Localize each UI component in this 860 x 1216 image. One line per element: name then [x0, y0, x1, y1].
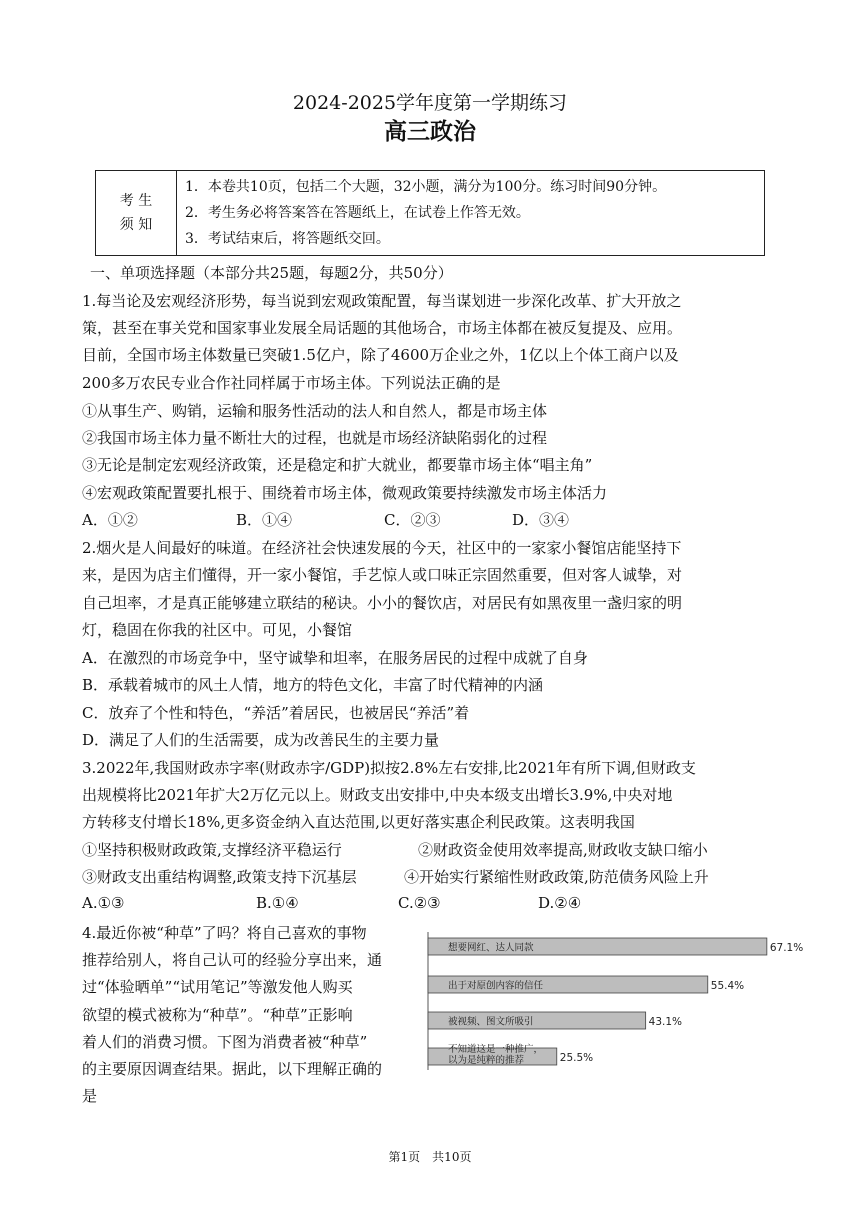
notice-label-line1: 考 生: [119, 193, 153, 209]
q3-option-a: A.①③: [82, 894, 125, 912]
q1-statement: ③无论是制定宏观经济政策，还是稳定和扩大就业，都要靠市场主体“唱主角”: [82, 456, 593, 474]
q1-statement: ②我国市场主体力量不断壮大的过程，也就是市场经济缺陷弱化的过程: [82, 429, 548, 447]
q1-stem-line: 1.每当论及宏观经济形势，每当说到宏观政策配置，每当谋划进一步深化改革、扩大开放之: [82, 292, 682, 310]
q3-stem-line: 3.2022年,我国财政赤字率(财政赤字/GDP)拟按2.8%左右安排,比2021年有所下调,但财政支: [82, 759, 696, 777]
notice-item: 3．考试结束后，将答题纸交回。: [185, 231, 390, 247]
chart-value-label: 43.1%: [648, 1016, 683, 1028]
q2-stem-line: 灯，稳固在你我的社区中。可见，小餐馆: [82, 621, 353, 639]
q1-statement: ①从事生产、购销，运输和服务性活动的法人和自然人，都是市场主体: [82, 402, 548, 420]
notice-items: [177, 171, 765, 256]
q2-option-c: C．放弃了个性和特色，“养活”着居民，也被居民“养活”着: [82, 704, 470, 722]
q2-option-d: D．满足了人们的生活需要，成为改善民生的主要力量: [82, 731, 440, 749]
q1-stem-line: 200多万农民专业合作社同样属于市场主体。下列说法正确的是: [82, 374, 501, 392]
q4-stem-line: 4.最近你被“种草”了吗？将自己喜欢的事物: [82, 924, 367, 942]
q3-option-d: D.②④: [538, 894, 582, 912]
q3-statement: ②财政资金使用效率提高,财政收支缺口缩小: [418, 841, 708, 859]
chart-value-label: 55.4%: [710, 980, 745, 992]
page-footer: 第1页 共10页: [388, 1150, 472, 1164]
exam-year-title: 2024-2025学年度第一学期练习: [292, 92, 568, 114]
q3-statement: ①坚持积极财政政策,支撑经济平稳运行: [82, 841, 342, 859]
chart-category-label: [448, 1016, 534, 1028]
candidate-notice-box: [95, 170, 765, 256]
notice-label-line2: 须 知: [119, 217, 153, 233]
chart-category-label-line: 想要网红、达人同款: [448, 942, 534, 954]
chart-category-label-line: 不知道这是一种推广，: [448, 1044, 544, 1055]
q2-stem-line: 2.烟火是人间最好的味道。在经济社会快速发展的今天，社区中的一家家小餐馆店能坚持下: [82, 539, 682, 557]
q4-stem-line: 推荐给别人，将自己认可的经验分享出来，通: [82, 951, 383, 969]
seeding-reason-bar-chart: [426, 928, 816, 1088]
q2-option-a: A．在激烈的市场竞争中，坚守诚挚和坦率，在服务居民的过程中成就了自身: [82, 649, 588, 667]
chart-category-label: [448, 942, 534, 954]
q4-stem-line: 着人们的消费习惯。下图为消费者被“种草”: [82, 1033, 368, 1051]
q2-option-b: B．承载着城市的风土人情，地方的特色文化，丰富了时代精神的内涵: [82, 676, 544, 694]
notice-item: 1．本卷共10页，包括二个大题，32小题，满分为100分。练习时间90分钟。: [185, 179, 667, 195]
q3-option-c: C.②③: [398, 894, 441, 912]
q3-option-b: B.①④: [256, 894, 299, 912]
q1-option-a: A．①②: [82, 511, 138, 529]
exam-subject-title: 高三政治: [384, 119, 476, 145]
q1-statement: ④宏观政策配置要扎根于、围绕着市场主体，微观政策要持续激发市场主体活力: [82, 484, 608, 502]
notice-label: [96, 171, 177, 256]
q4-stem-line: 是: [82, 1087, 98, 1105]
notice-item: 2．考生务必将答案答在答题纸上，在试卷上作答无效。: [185, 205, 530, 221]
q4-stem-line: 过“体验晒单”“试用笔记”等激发他人购买: [82, 978, 353, 996]
q3-statement: ③财政支出重结构调整,政策支持下沉基层: [82, 868, 357, 886]
q1-option-d: D．③④: [512, 511, 570, 529]
q4-stem-line: 欲望的模式被称为“种草”。“种草”正影响: [82, 1006, 353, 1024]
chart-category-label-line: 以为是纯粹的推荐: [448, 1055, 525, 1066]
q2-stem-line: 来，是因为店主们懂得，开一家小餐馆，手艺惊人或口味正宗固然重要，但对客人诚挚，对: [82, 566, 683, 584]
q1-stem-line: 策，甚至在事关党和国家事业发展全局话题的其他场合，市场主体都在被反复提及、应用。: [82, 319, 683, 337]
q1-option-c: C．②③: [384, 511, 441, 529]
section-title: 一、单项选择题（本部分共25题，每题2分，共50分）: [90, 264, 453, 282]
chart-category-label-line: 出于对原创内容的信任: [448, 980, 544, 992]
chart-value-label: 25.5%: [559, 1052, 594, 1064]
q1-stem-line: 目前，全国市场主体数量已突破1.5亿户，除了4600万企业之外，1亿以上个体工商户以及: [82, 346, 679, 364]
chart-category-label-line: 被视频、图文所吸引: [448, 1016, 534, 1028]
q1-option-b: B．①④: [236, 511, 293, 529]
q4-stem-line: 的主要原因调查结果。据此，以下理解正确的: [82, 1060, 383, 1078]
q3-statement: ④开始实行紧缩性财政政策,防范债务风险上升: [404, 868, 709, 886]
chart-value-label: 67.1%: [769, 942, 804, 954]
q3-stem-line: 出规模将比2021年扩大2万亿元以上。财政支出安排中,中央本级支出增长3.9%,中央对地: [82, 786, 673, 804]
chart-category-label: [448, 980, 544, 992]
q3-stem-line: 方转移支付增长18%,更多资金纳入直达范围,以更好落实惠企利民政策。这表明我国: [82, 813, 635, 831]
q2-stem-line: 自己坦率，才是真正能够建立联结的秘诀。小小的餐饮店，对居民有如黑夜里一盏归家的明: [82, 594, 683, 612]
